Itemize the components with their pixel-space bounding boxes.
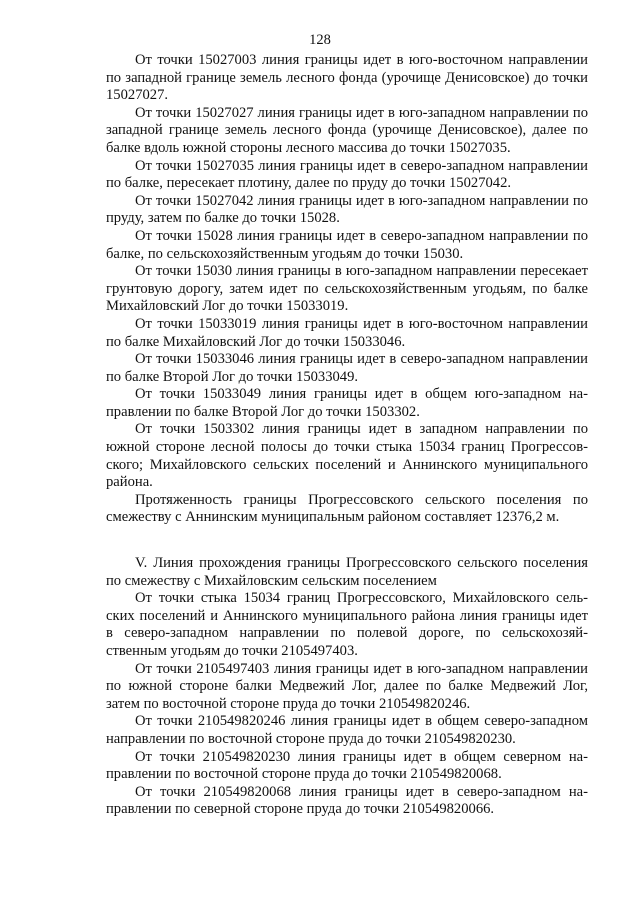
section-paragraph: От точки 210549820246 линия границы идет в общем северо-западном направлении по восточной стороне пруда до точки 210549820230. (106, 713, 588, 747)
section-paragraph: От точки 210549820230 линия границы идет в общем северном направлении по восточной стороне пруда до точки 210549820068. (106, 748, 588, 783)
paragraph: От точки 1503302 линия границы идет в западном направлении по южной стороне лесной полосы до точки стыка 15034 границ Прогрессовского; Михайловского сельских поселений и Аннинского муниципального района. (106, 421, 588, 491)
paragraph: От точки 15033046 линия границы идет в северо-западном направлении по балке Второй Лог до точки 15033049. (106, 351, 588, 385)
paragraph: От точки 15028 линия границы идет в северо-западном направлении по балке, по сельскохозяйственным угодьям до точки 15030. (106, 227, 588, 262)
paragraph: От точки 15033049 линия границы идет в общем юго-западном направлении по балке Второй Лог до точки 1503302. (106, 386, 588, 420)
document-body (106, 52, 588, 819)
section-heading: V. Линия прохождения границы Прогрессовского сельского поселения по смежеству с Михайловским сельским поселением (106, 555, 588, 589)
section-paragraph: От точки 2105497403 линия границы идет в юго-западном направлении по южной стороне балки Медвежий Лог, далее по балке Медвежий Лог, затем по восточной стороне пруда до точки 210549820246. (106, 660, 588, 712)
page-number: 128 (309, 32, 331, 48)
paragraph: От точки 15027027 линия границы идет в юго-западном направлении по западной границе земель лесного фонда (урочище Денисовское), далее по балке вдоль южной стороны лесного массива до точки 15027035. (106, 104, 588, 156)
paragraph: От точки 15027003 линия границы идет в юго-восточном направлении по западной границе земель лесного фонда (урочище Денисовское) до точки 15027027. (106, 52, 588, 104)
paragraph: От точки 15027042 линия границы идет в юго-западном направлении по пруду, затем по балке до точки 15028. (106, 192, 588, 227)
paragraph: От точки 15030 линия границы в юго-западном направлении пересекает грунтовую дорогу, затем идет по сельскохозяйственным угодьям, по балке Михайловский Лог до точки 15033019. (106, 263, 588, 315)
paragraph: От точки 15033019 линия границы идет в юго-восточном направлении по балке Михайловский Лог до точки 15033046. (106, 315, 588, 350)
paragraph: Протяженность границы Прогрессовского сельского поселения по смежеству с Аннинским муниципальным районом составляет 12376,2 м. (106, 491, 588, 526)
section-paragraph: От точки стыка 15034 границ Прогрессовского, Михайловского сельских поселений и Аннинского муниципального района линия границы идет в северо-западном направлении по полевой дороге, по сельскохозяйственным угодьям до точки 2105497403. (106, 590, 588, 659)
section-paragraph: От точки 210549820068 линия границы идет в северо-западном направлении по северной стороне пруда до точки 210549820066. (106, 783, 588, 818)
paragraph: От точки 15027035 линия границы идет в северо-западном направлении по балке, пересекает плотину, далее по пруду до точки 15027042. (106, 157, 588, 192)
